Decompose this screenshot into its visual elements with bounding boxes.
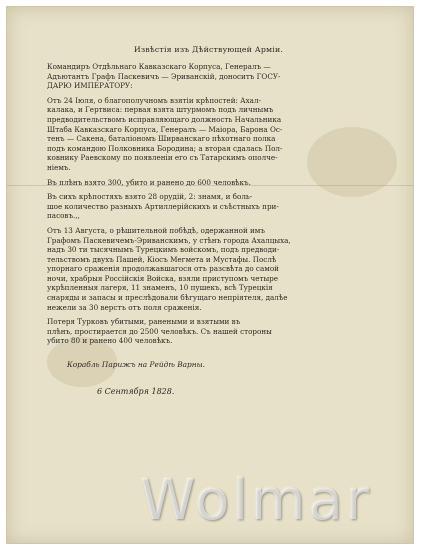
text-line: калака, и Гертвиса: первая взята штурмомъ подъ личнымъ <box>47 105 274 115</box>
watermark: Wolmar <box>140 468 372 533</box>
signature-line: Корабль Парижъ на Рейдѣ Варны. <box>67 360 206 370</box>
text-line: Въ сихъ крѣпостяхъ взято 28 орудій, 2: знамя, и боль- <box>47 192 253 202</box>
paragraph-report-july <box>31 96 386 173</box>
text-line: предводительствомъ исправляющаго должность Начальника <box>47 114 282 124</box>
text-line: Отъ 24 Іюля, о благополучномъ взятіи крѣпостей: Ахал- <box>47 95 261 105</box>
text-line: ніемъ. <box>47 162 71 172</box>
text-line: шое количество разныхъ Артиллерійскихъ и съѣстныхъ при- <box>47 201 279 211</box>
text-line: Командиръ Отдѣльнаго Кавказскаго Корпуса, Генералъ — <box>47 62 271 71</box>
text-line: укрѣпленныя лагеря, 11 знаменъ, 10 пушекъ, всѣ Турецкія <box>47 283 273 293</box>
text-line: Потеря Турковъ убитыми, ранеными и взятыми въ <box>47 317 241 327</box>
text-line: Въ плѣнъ взято 300, убито и ранено до 600 человѣкъ. <box>47 177 251 187</box>
text-line: подъ командою Полковника Бородина; а вторая сдалась Пол- <box>47 143 283 153</box>
text-line: пасовъ.,, <box>47 211 80 221</box>
text-line: Отъ 13 Августа, о рѣшительной побѣдѣ, одержанной имъ <box>47 225 265 235</box>
document-body <box>31 45 386 396</box>
text-line: Штаба Кавказскаго Корпуса, Генералъ — Маіора, Барона Ос- <box>47 124 283 134</box>
text-line: снаряды и запасы и преслѣдовали бѣгущаго непріятеля, далѣе <box>47 293 288 303</box>
text-line: нежели за 30 верстъ отъ поля сраженія. <box>47 302 202 312</box>
text-line: плѣнъ, простирается до 2500 человѣкъ. Съ нашей стороны <box>47 326 272 336</box>
paragraph-report-august <box>31 226 386 312</box>
text-line: тенъ — Сакена, баталіономъ Ширванскаго пѣхотнаго полка <box>47 134 276 144</box>
paragraph-captured-arms <box>31 192 386 221</box>
document-date: 6 Сентября 1828. <box>97 387 175 397</box>
text-line: ДАРЮ ИМПЕРАТОРУ: <box>47 81 133 91</box>
text-line: Адъютантъ Графъ Паскевичъ — Эриванскій, доноситъ ГОСУ- <box>47 71 281 81</box>
document-title: Извѣстія изъ Дѣйствующей Арміи. <box>133 45 284 54</box>
text-line: убито 80 и ранено 400 человѣкъ. <box>47 336 173 346</box>
paragraph-intro <box>31 62 386 91</box>
document-sheet <box>6 6 414 544</box>
text-line: упорнаго сраженія продолжавшагося отъ разсвѣта до самой <box>47 264 279 274</box>
text-line: надъ 30 ти тысячнымъ Турецкимъ войскомъ, подъ предводи- <box>47 245 280 255</box>
text-line: ковнику Раевскому по появленіи его съ Татарскимъ ополче- <box>47 153 278 163</box>
paragraph-losses <box>31 317 386 346</box>
text-line: Графомъ Паскевичемъ-Эриванскимъ, у стѣнъ города Ахалцыха, <box>47 235 291 245</box>
text-line: ночи, храбрыя Россійскія Войска, взяли приступомъ четыре <box>47 273 279 283</box>
paragraph-prisoners <box>31 178 386 188</box>
text-line: тельствомъ двухъ Пашей, Кіосъ Мегмета и Мустафы. Послѣ <box>47 254 277 264</box>
